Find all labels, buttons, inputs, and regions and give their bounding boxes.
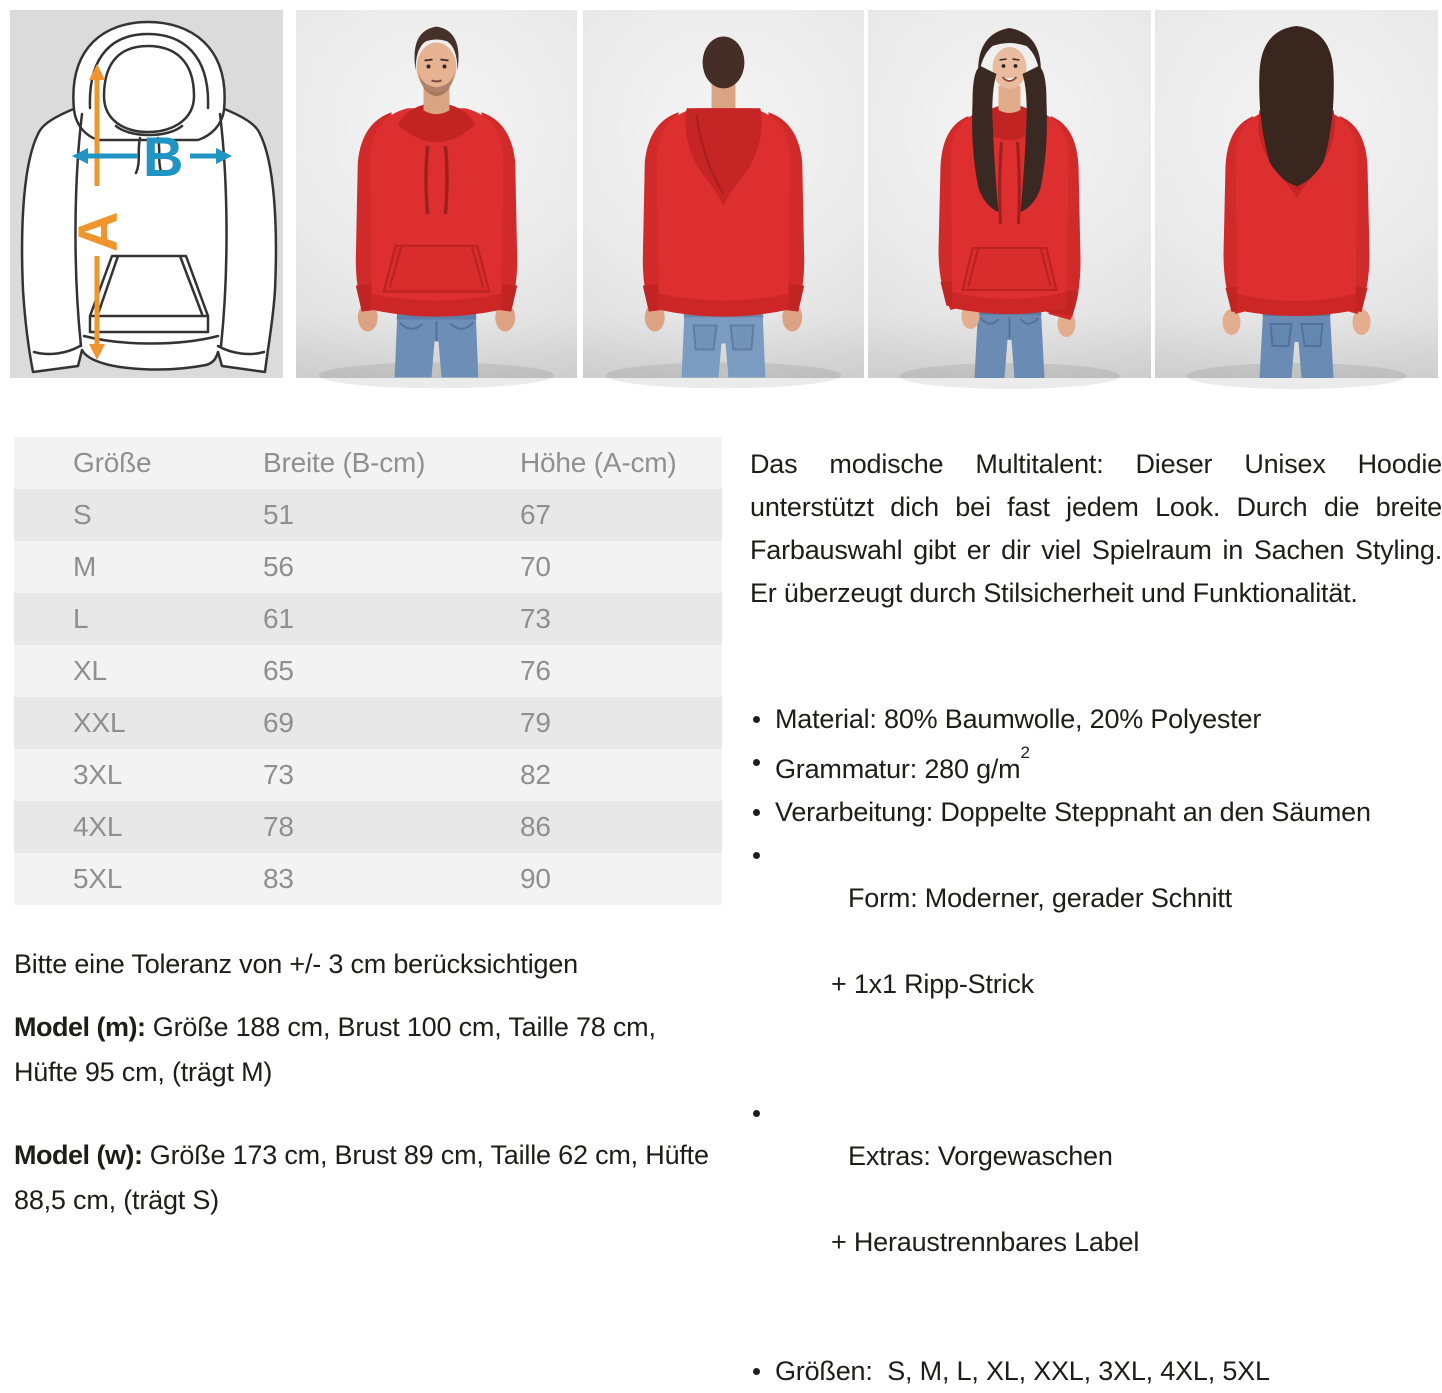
spec-grammatur [750, 741, 1442, 791]
hoehe-cell: 79 [520, 707, 551, 738]
table-row-5xl [14, 853, 722, 905]
column-header-breite: Breite (B-cm) [263, 447, 426, 478]
spec-material [750, 698, 1442, 741]
breite-cell: 83 [263, 863, 294, 894]
man-front-photo [296, 10, 577, 378]
spec-list [750, 698, 1442, 1393]
size-cell: 5XL [73, 863, 123, 894]
size-cell: 3XL [73, 759, 123, 790]
spec-extras-text [775, 1092, 1139, 1350]
breite-cell: 65 [263, 655, 294, 686]
woman-front-illustration [868, 10, 1151, 378]
hoehe-cell: 67 [520, 499, 551, 530]
tolerance-note: Bitte eine Toleranz von +/- 3 cm berücksichtigen [14, 949, 578, 979]
table-row-4xl [14, 801, 722, 853]
breite-cell: 61 [263, 603, 294, 634]
size-table [14, 437, 722, 905]
breite-cell: 69 [263, 707, 294, 738]
spec-groessen-text: Größen: S, M, L, XL, XXL, 3XL, 4XL, 5XL [775, 1356, 1270, 1386]
spec-form-text [775, 834, 1232, 1092]
breite-cell: 51 [263, 499, 294, 530]
hoehe-cell: 70 [520, 551, 551, 582]
bullet-icon [753, 716, 760, 723]
measure-b-label: B [143, 125, 184, 188]
table-row-xl [14, 645, 722, 697]
measure-a-label: A [66, 211, 129, 252]
grammatur-value: Grammatur: 280 g/m [775, 754, 1021, 784]
size-cell: 4XL [73, 811, 123, 842]
hoehe-cell: 86 [520, 811, 551, 842]
breite-cell: 73 [263, 759, 294, 790]
table-row-3xl [14, 749, 722, 801]
column-header-hoehe: Höhe (A-cm) [520, 447, 677, 478]
table-row-s [14, 489, 722, 541]
bullet-icon [753, 1368, 760, 1375]
spec-grammatur-text [775, 741, 1030, 791]
table-row-l [14, 593, 722, 645]
extras-continuation: + Heraustrennbares Label [831, 1227, 1140, 1257]
product-description: Das modische Multitalent: Dieser Unisex Hoodie unterstützt dich bei fast jedem Look. Durch die breite Farbauswahl gibt er dir viel Spielraum in Sachen Styling. Er überzeugt durch Stilsicherheit und Funktionalität. [750, 449, 1442, 608]
spec-form [750, 834, 1442, 1092]
man-back-illustration [583, 10, 864, 378]
size-table-header-row [14, 437, 722, 489]
column-header-groesse: Größe [73, 447, 152, 478]
grammatur-superscript: 2 [1020, 743, 1030, 762]
table-row-xxl [14, 697, 722, 749]
hoehe-cell: 76 [520, 655, 551, 686]
spec-material-text: Material: 80% Baumwolle, 20% Polyester [775, 704, 1262, 734]
woman-back-illustration [1155, 10, 1438, 378]
extras-line: Extras: Vorgewaschen [848, 1141, 1113, 1171]
hoehe-cell: 90 [520, 863, 551, 894]
hoodie-measurement-diagram-icon [10, 10, 283, 378]
size-cell: L [73, 603, 89, 634]
spec-extras [750, 1092, 1442, 1350]
form-continuation: + 1x1 Ripp-Strick [831, 969, 1034, 999]
size-cell: XL [73, 655, 107, 686]
hoehe-cell: 82 [520, 759, 551, 790]
model-w-text: Größe 173 cm, Brust 89 cm, Taille 62 cm, Hüfte 88,5 cm, (trägt S) [14, 1140, 709, 1215]
table-row-m [14, 541, 722, 593]
bullet-icon [753, 809, 760, 816]
model-w-label: Model (w): [14, 1140, 143, 1170]
size-cell: S [73, 499, 92, 530]
bullet-icon [753, 852, 760, 859]
model-w-note [14, 1133, 720, 1223]
spec-verarbeitung-text: Verarbeitung: Doppelte Steppnaht an den Säumen [775, 797, 1371, 827]
model-m-label: Model (m): [14, 1012, 146, 1042]
breite-cell: 78 [263, 811, 294, 842]
product-description-column [750, 443, 1442, 1386]
form-line: Form: Moderner, gerader Schnitt [848, 883, 1232, 913]
man-front-illustration [296, 10, 577, 378]
model-m-text: Größe 188 cm, Brust 100 cm, Taille 78 cm, Hüfte 95 cm, (trägt M) [14, 1012, 656, 1087]
breite-cell: 56 [263, 551, 294, 582]
bullet-icon [753, 1110, 760, 1117]
spec-verarbeitung [750, 791, 1442, 834]
woman-back-photo [1155, 10, 1438, 378]
man-back-photo [583, 10, 864, 378]
model-m-note [14, 1005, 720, 1095]
size-cell: XXL [73, 707, 126, 738]
size-cell: M [73, 551, 97, 582]
hoehe-cell: 73 [520, 603, 551, 634]
size-diagram [10, 10, 283, 378]
woman-front-photo [868, 10, 1151, 378]
bullet-icon [753, 759, 760, 766]
spec-groessen [750, 1350, 1442, 1393]
